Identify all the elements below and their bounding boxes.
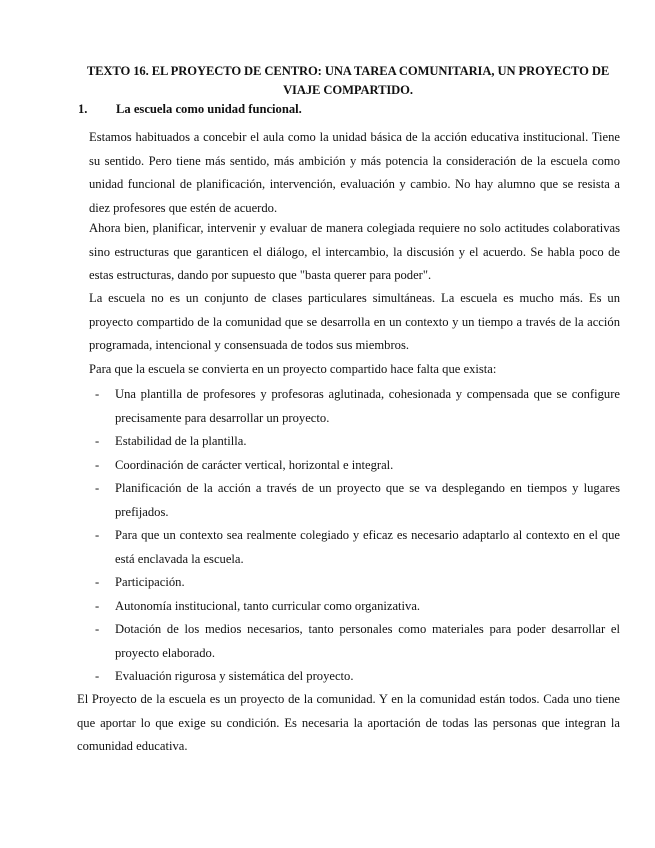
list-item-text: Planificación de la acción a través de un proyecto que se va desplegando en tiempos y lugares prefijados. xyxy=(115,481,620,519)
list-item xyxy=(89,524,620,571)
list-item xyxy=(89,618,620,665)
section-heading-text: La escuela como unidad funcional. xyxy=(116,102,302,116)
bullet-marker: - xyxy=(95,528,100,542)
paragraph-2: Ahora bien, planificar, intervenir y evaluar de manera colegiada requiere no solo actitudes colaborativas sino estructuras que garanticen el diálogo, el intercambio, la discusión y el acuerdo. Se habla poco de estas estructuras, dando por supuesto que "basta querer para poder". xyxy=(89,221,620,282)
bullet-marker: - xyxy=(95,457,100,472)
bullet-marker: - xyxy=(95,622,100,636)
paragraph-3: La escuela no es un conjunto de clases particulares simultáneas. La escuela es mucho más. Es un proyecto compartido de la comunidad que se desarrolla en un contexto y un tiempo a través de la acción programada, intencional y consensuada de todos sus miembros. xyxy=(89,291,620,352)
bullet-marker: - xyxy=(95,598,100,613)
list-item-text: Para que un contexto sea realmente colegiado y eficaz es necesario adaptarlo al contexto en el que está enclavada la escuela. xyxy=(115,528,620,566)
bullet-marker: - xyxy=(95,575,100,589)
list-item xyxy=(89,430,620,454)
bullet-marker: - xyxy=(95,481,100,495)
list-item xyxy=(89,383,620,430)
bullet-marker: - xyxy=(95,669,100,683)
list-item xyxy=(89,665,620,689)
list-item-text: Coordinación de carácter vertical, horizontal e integral. xyxy=(115,457,394,472)
list-item-text: Dotación de los medios necesarios, tanto personales como materiales para poder desarrollar el proyecto elaborado. xyxy=(115,622,620,660)
list-item xyxy=(89,595,620,619)
document-title: TEXTO 16. EL PROYECTO DE CENTRO: UNA TAREA COMUNITARIA, UN PROYECTO DE VIAJE COMPARTIDO. xyxy=(86,64,610,97)
section-number: 1. xyxy=(78,102,88,116)
bullet-marker: - xyxy=(95,434,100,448)
paragraph-1: Estamos habituados a concebir el aula como la unidad básica de la acción educativa institucional. Tiene su sentido. Pero tiene más sentido, más ambición y más potencia la consideración de la escuela como unidad funcional de planificación, intervención, evaluación y cambio. No hay alumno que se resista a diez profesores que estén de acuerdo. xyxy=(89,130,620,215)
bullet-marker: - xyxy=(95,387,100,401)
list-item-text: Autonomía institucional, tanto curricular como organizativa. xyxy=(115,598,421,613)
requirements-list xyxy=(89,383,620,689)
list-item-text: Estabilidad de la plantilla. xyxy=(115,434,247,448)
list-item xyxy=(89,454,620,478)
list-item-text: Participación. xyxy=(115,575,185,589)
closing-paragraph: El Proyecto de la escuela es un proyecto de la comunidad. Y en la comunidad están todos. Cada uno tiene que aportar lo que exige su condición. Es necesaria la aportación de todas las personas que integran la comunidad educativa. xyxy=(77,692,620,753)
list-item-text: Evaluación rigurosa y sistemática del proyecto. xyxy=(115,669,354,683)
paragraph-4: Para que la escuela se convierta en un proyecto compartido hace falta que exista: xyxy=(89,362,497,376)
list-item-text: Una plantilla de profesores y profesoras aglutinada, cohesionada y compensada que se configure precisamente para desarrollar un proyecto. xyxy=(115,387,620,425)
section-heading xyxy=(78,100,302,118)
list-item xyxy=(89,571,620,595)
list-item xyxy=(89,477,620,524)
